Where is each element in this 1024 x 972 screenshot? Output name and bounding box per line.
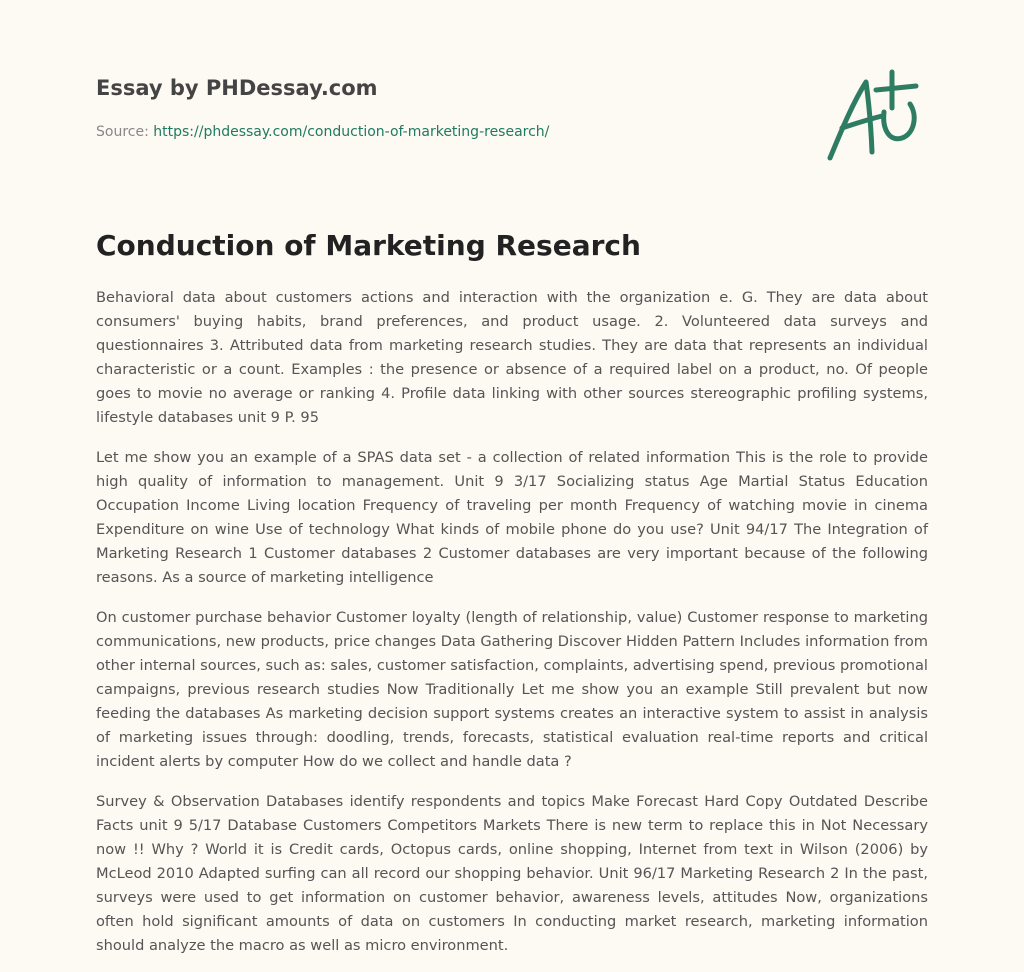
source-line	[96, 124, 549, 140]
a-plus-logo-icon	[822, 64, 926, 168]
paragraph-1: Behavioral data about customers actions and interaction with the organization e. G. They are data about consumers' buying habits, brand preferences, and product usage. 2. Volunteered data surveys and questionnaires 3. Attributed data from marketing research studies. They are data that represents an individual characteristic or a count. Examples : the presence or absence of a required label on a product, no. Of people goes to movie no average or ranking 4. Profile data linking with other sources stereographic profiling systems, lifestyle databases unit 9 P. 95	[96, 289, 928, 426]
essay-body	[96, 286, 928, 958]
source-label: Source:	[96, 124, 149, 140]
essay-title: Conduction of Marketing Research	[96, 229, 641, 262]
paragraph-4: Survey & Observation Databases identify respondents and topics Make Forecast Hard Copy Outdated Describe Facts unit 9 5/17 Database Customers Competitors Markets There is new term to replace this in Not Necessary now !! Why ? World it is Credit cards, Octopus cards, online shopping, Internet from text in Wilson (2006) by McLeod 2010 Adapted surfing can all record our shopping behavior. Unit 96/17 Marketing Research 2 In the past, surveys were used to get information on customer behavior, awareness levels, attitudes Now, organizations often hold significant amounts of data on customers In conducting market research, marketing information should analyze the macro as well as micro environment.	[96, 793, 928, 954]
paragraph-2: Let me show you an example of a SPAS data set - a collection of related information This is the role to provide high quality of information to management. Unit 9 3/17 Socializing status Age Martial Status Education Occupation Income Living location Frequency of traveling per month Frequency of watching movie in cinema Expenditure on wine Use of technology What kinds of mobile phone do you use? Unit 94/17 The Integration of Marketing Research 1 Customer databases 2 Customer databases are very important because of the following reasons. As a source of marketing intelligence	[96, 449, 928, 586]
page-header	[96, 0, 928, 200]
paragraph-3: On customer purchase behavior Customer loyalty (length of relationship, value) Customer response to marketing communications, new products, price changes Data Gathering Discover Hidden Pattern Includes information from other internal sources, such as: sales, customer satisfaction, complaints, advertising spend, previous promotional campaigns, previous research studies Now Traditionally Let me show you an example Still prevalent but now feeding the databases As marketing decision support systems creates an interactive system to assist in analysis of marketing issues through: doodling, trends, forecasts, statistical evaluation real-time reports and critical incident alerts by computer How do we collect and handle data ?	[96, 609, 928, 770]
site-brand: Essay by PHDessay.com	[96, 76, 378, 100]
source-link[interactable]: https://phdessay.com/conduction-of-marketing-research/	[153, 124, 550, 140]
